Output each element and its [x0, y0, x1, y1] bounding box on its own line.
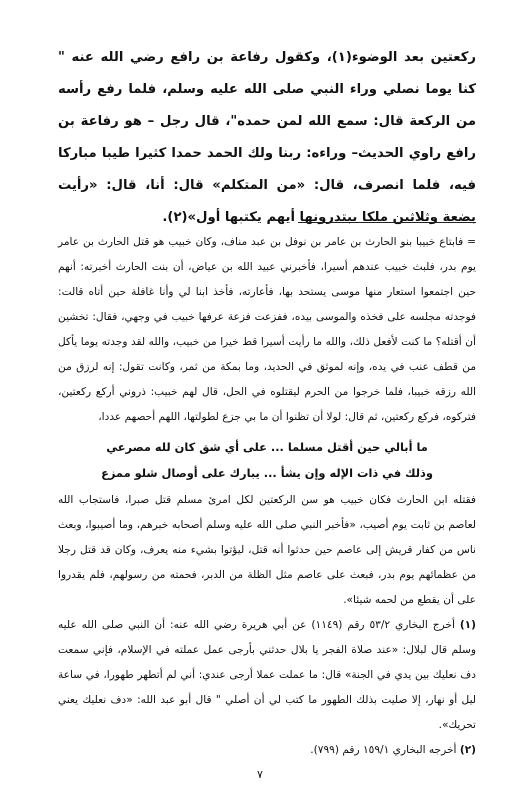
poem-verses	[58, 434, 476, 486]
footnote-1	[58, 613, 476, 738]
main-paragraph: ركعتين بعد الوضوء(١)، وكقول رفاعة بن رافع رضي الله عنه " كنا يوما نصلي وراء النبي صلى الله عليه وسلم، فلما رفع رأسه من الركعة قال: سمع الله لمن حمده"، قال رجل – هو رفاعة بن رافع راوي الحديث– وراءه: ربنا ولك الحمد حمدا كثيرا طيبا مباركا فيه، فلما انصرف، قال: «من المتكلم» قال: أنا، قال: «رأيت بضعة وثلاثين ملكا يبتدرونها أيهم يكتبها أول»(٢).	[58, 50, 476, 225]
poem-verse-1: ما أبالي حين أقتل مسلما ... على أي شق كان لله مصرعي	[106, 440, 428, 454]
footnotes-block	[58, 230, 476, 763]
page-number: ٧	[257, 768, 263, 781]
footnote-separator	[298, 222, 476, 223]
footnote-2	[58, 738, 476, 763]
footnote-1-mark: (١)	[459, 619, 476, 631]
main-text-block	[58, 42, 476, 234]
footnote-2-mark: (٢)	[459, 744, 476, 756]
footnote-2-text: أخرجه البخاري ١٥٩/١ رقم (٧٩٩).	[310, 744, 457, 756]
footnote-continuation-after-poem: فقتله ابن الحارث فكان خبيب هو سن الركعتين لكل امرئ مسلم قتل صبرا، فاستجاب الله لعاصم بن ثابت يوم أصيب، «فأخبر النبي صلى الله عليه وسلم أصحابه خبرهم، وما أصيبوا، وبعث ناس من كفار قريش إلى عاصم حين حدثوا أنه قتل، ليؤتوا بشيء منه يعرف، وكان قد قتل رجلا من عظمائهم يوم بدر، فبعث على عاصم مثل الظلة من الدبر، فحمته من رسولهم، فلم يقدروا على أن يقطع من لحمه شيئا».	[58, 494, 476, 606]
footnote-continuation: = فابتاع خبيبا بنو الحارث بن عامر بن نوفل بن عبد مناف، وكان خبيب هو قتل الحارث بن عامر يوم بدر، فلبث خبيب عندهم أسيرا، فأخبرني عبيد الله بن عياض، أن بنت الحارث أخبرته: أنهم حين اجتمعوا استعار منها موسى يستحد بها، فأعارته، فأخذ ابنا لي وأنا غافلة حين أتاه قالت: فوجدته مجلسه على فخذه والموسى بيده، ففزعت فزعة عرفها خبيب في وجهي، فقال: تخشين أن أقتله؟ ما كنت لأفعل ذلك، والله ما رأيت أسيرا قط خيرا من خبيب، والله لقد وجدته يوما يأكل من قطف عنب في يده، وإنه لموثق في الحديد، وما بمكة من ثمر، وكانت تقول: إنه لرزق من الله رزقه خبيبا، فلما خرجوا من الحرم ليقتلوه في الحل، قال لهم خبيب: ذروني أركع ركعتين، فتركوه، فركع ركعتين، ثم قال: لولا أن تظنوا أن ما بي جزع لطولتها، اللهم أحصهم عددا،	[58, 236, 476, 423]
footnote-1-text: أخرج البخاري ٥٣/٢ رقم (١١٤٩) عن أبي هريرة رضي الله عنه: أن النبي صلى الله عليه وسلم قال لبلال: «عند صلاة الفجر يا بلال حدثني بأرجى عمل عملته في الإسلام، فإني سمعت دف نعليك بين يدي في الجنة» قال: ما عملت عملا أرجى عندي: أني لم أتطهر طهورا، في ساعة ليل أو نهار، إلا صليت بذلك الطهور ما كتب لي أن أصلي " قال أبو عبد الله: «دف نعليك يعني تحريك».	[58, 619, 476, 731]
poem-verse-2: وذلك في ذات الإله وإن يشأ ... يبارك على أوصال شلو ممزع	[101, 466, 433, 480]
